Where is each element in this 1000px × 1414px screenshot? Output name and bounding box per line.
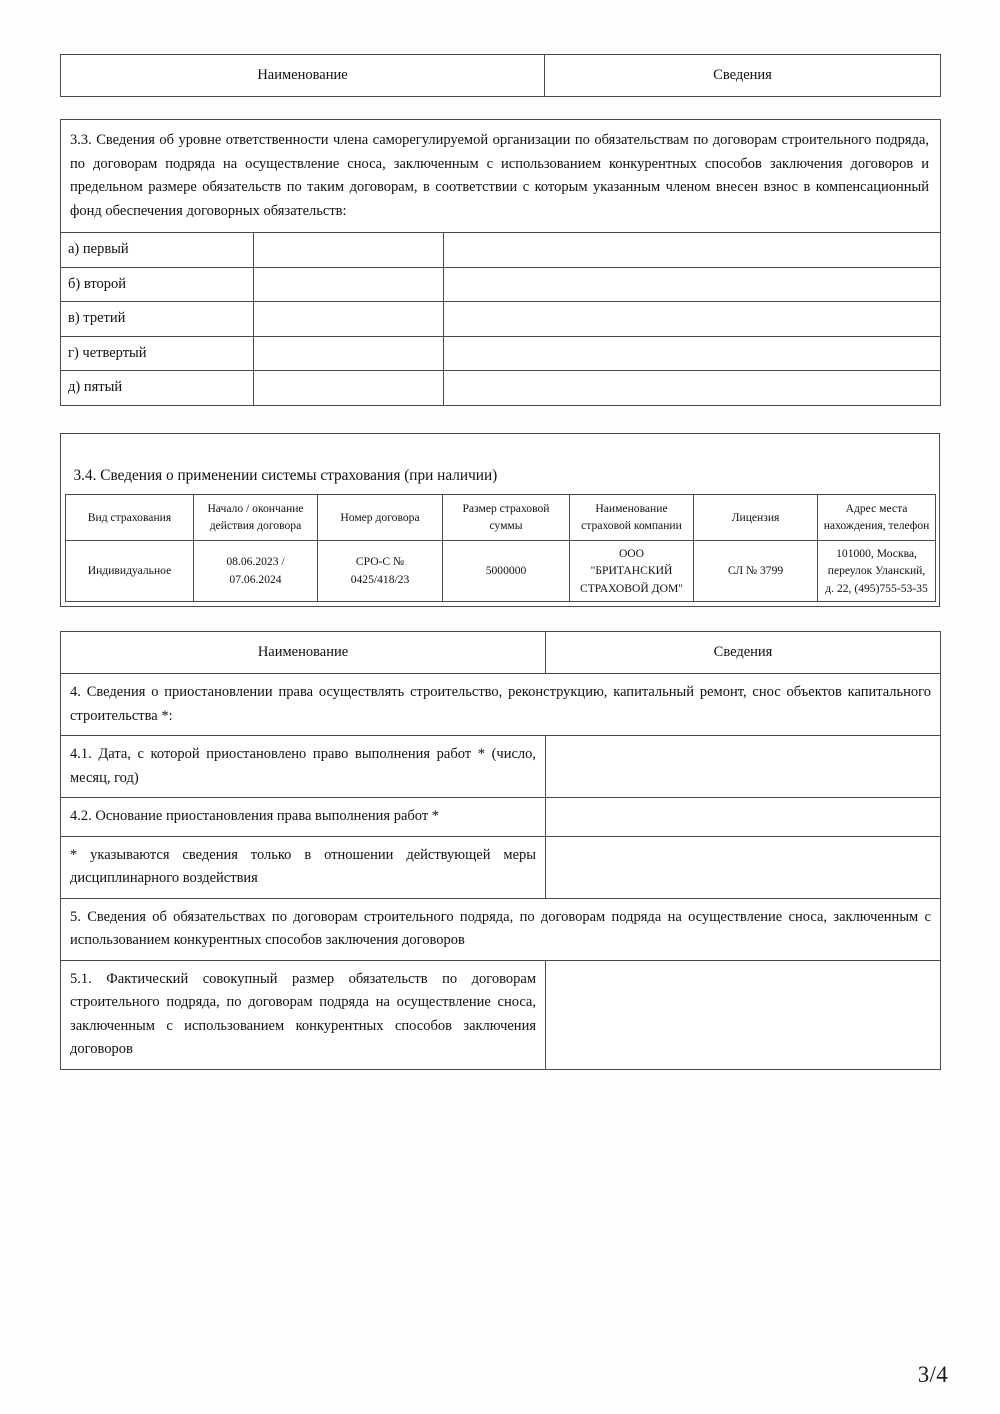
col-header-license xyxy=(694,494,818,540)
level-value-right-first[interactable] xyxy=(444,233,941,267)
table-gap xyxy=(60,607,940,631)
section-4-title: 4. Сведения о приостановлении права осуществлять строительство, реконструкцию, капитальный ремонт, снос объектов капитального строительства *: xyxy=(61,674,941,736)
company-line-3: СТРАХОВОЙ ДОМ" xyxy=(579,581,683,595)
address-line-3: д. 22, (495)755-53-35 xyxy=(825,581,928,595)
cell-address xyxy=(818,540,936,601)
col-header-line-1: Размер страховой xyxy=(462,501,550,515)
col-header-line-2: нахождения, телефон xyxy=(823,519,930,533)
section-3-3-paragraph: 3.3. Сведения об уровне ответственности члена саморегулируемой организации по обязательствам по договорам строительного подряда, по договорам подряда на осуществление сноса, заключенным с использованием конкурентных способов заключения договоров и предельном размере обязательств по таким договорам, в соответствии с которым указанным членом внесен взнос в компенсационный фонд обеспечения договорных обязательств: xyxy=(61,120,941,233)
col-header-contract-number xyxy=(318,494,443,540)
column-header-name: Наименование xyxy=(61,55,545,97)
level-value-mid-fourth[interactable] xyxy=(254,336,444,370)
col-header-line-1: Наименование xyxy=(595,501,668,515)
col-header-line-2: суммы xyxy=(489,519,523,533)
address-line-1: 101000, Москва, xyxy=(836,546,917,560)
level-label-second: б) второй xyxy=(61,267,254,301)
level-label-third: в) третий xyxy=(61,302,254,336)
level-label-first: а) первый xyxy=(61,233,254,267)
column-header-info: Сведения xyxy=(545,55,941,97)
level-value-mid-third[interactable] xyxy=(254,302,444,336)
table-row xyxy=(61,302,941,336)
cell-company xyxy=(570,540,694,601)
column-header-name: Наименование xyxy=(61,631,546,673)
col-header-insurance-type xyxy=(66,494,194,540)
table-row-3-3-paragraph xyxy=(61,120,941,233)
table-section-3-4-wrapper xyxy=(60,433,940,607)
col-header-line-2: действия договора xyxy=(209,519,302,533)
table-row-column-headers xyxy=(66,494,936,540)
level-value-right-fourth[interactable] xyxy=(444,336,941,370)
col-header-line-2: страховой компании xyxy=(581,519,682,533)
table-section-3-4 xyxy=(65,459,936,602)
col-header-line-1: Номер договора xyxy=(340,510,420,524)
table-row xyxy=(61,55,941,97)
row-label-4-1: 4.1. Дата, с которой приостановлено право выполнения работ * (число, месяц, год) xyxy=(61,736,546,798)
contract-number-line-1: СРО-С № xyxy=(355,555,405,569)
level-label-fifth: д) пятый xyxy=(61,371,254,405)
wrapper-empty-row xyxy=(65,438,935,459)
document-body xyxy=(60,54,940,1070)
col-header-line-1: Начало / окончание xyxy=(207,501,304,515)
table-row xyxy=(61,233,941,267)
col-header-line-1: Вид страхования xyxy=(87,510,172,524)
level-value-right-second[interactable] xyxy=(444,267,941,301)
table-row-section-4-title xyxy=(61,674,941,736)
col-header-contract-period xyxy=(194,494,318,540)
cell-sum-insured: 5000000 xyxy=(443,540,570,601)
table-row xyxy=(61,267,941,301)
table-header-strip-1 xyxy=(60,54,941,97)
section-3-4-title: 3.4. Сведения о применении системы страхования (при наличии) xyxy=(66,459,936,494)
table-gap xyxy=(60,406,940,433)
table-section-3-3 xyxy=(60,119,941,405)
cell-license: СЛ № 3799 xyxy=(694,540,818,601)
cell-contract-period xyxy=(194,540,318,601)
company-line-2: "БРИТАНСКИЙ xyxy=(590,564,673,578)
page-number: 3/4 xyxy=(917,1362,948,1387)
level-value-mid-fifth[interactable] xyxy=(254,371,444,405)
table-row xyxy=(61,371,941,405)
column-header-info: Сведения xyxy=(546,631,941,673)
table-row-section-5-title xyxy=(61,898,941,960)
col-header-sum-insured xyxy=(443,494,570,540)
section-5-title: 5. Сведения об обязательствах по договорам строительного подряда, по договорам подряда на осуществление сноса, заключенным с использованием конкурентных способов заключения договоров xyxy=(61,898,941,960)
col-header-company xyxy=(570,494,694,540)
row-label-footnote: * указываются сведения только в отношении действующей меры дисциплинарного воздействия xyxy=(61,836,546,898)
table-row-3-4-title xyxy=(66,459,936,494)
row-value-4-2[interactable] xyxy=(546,798,941,836)
period-start: 08.06.2023 / xyxy=(226,555,285,569)
level-label-fourth: г) четвертый xyxy=(61,336,254,370)
row-value-4-1[interactable] xyxy=(546,736,941,798)
company-line-1: ООО xyxy=(618,546,645,560)
period-end: 07.06.2024 xyxy=(229,572,282,586)
table-row-column-headers xyxy=(61,631,941,673)
col-header-address xyxy=(818,494,936,540)
cell-insurance-type: Индивидуальное xyxy=(66,540,194,601)
table-row xyxy=(66,540,936,601)
table-row xyxy=(61,836,941,898)
row-value-footnote[interactable] xyxy=(546,836,941,898)
table-sections-4-5 xyxy=(60,631,941,1070)
table-row xyxy=(61,336,941,370)
col-header-line-1: Адрес места xyxy=(845,501,908,515)
level-value-right-fifth[interactable] xyxy=(444,371,941,405)
table-gap xyxy=(60,97,940,119)
row-value-5-1[interactable] xyxy=(546,960,941,1069)
table-row xyxy=(61,960,941,1069)
table-row xyxy=(61,798,941,836)
contract-number-line-2: 0425/418/23 xyxy=(350,572,410,586)
level-value-right-third[interactable] xyxy=(444,302,941,336)
table-row xyxy=(61,736,941,798)
row-label-5-1: 5.1. Фактический совокупный размер обязательств по договорам строительного подряда, по договорам подряда на осуществление сноса, заключенным с использованием конкурентных способов заключения договоров xyxy=(61,960,546,1069)
address-line-2: переулок Уланский, xyxy=(827,564,926,578)
row-label-4-2: 4.2. Основание приостановления права выполнения работ * xyxy=(61,798,546,836)
level-value-mid-first[interactable] xyxy=(254,233,444,267)
col-header-line-1: Лицензия xyxy=(731,510,780,524)
level-value-mid-second[interactable] xyxy=(254,267,444,301)
cell-contract-number xyxy=(318,540,443,601)
